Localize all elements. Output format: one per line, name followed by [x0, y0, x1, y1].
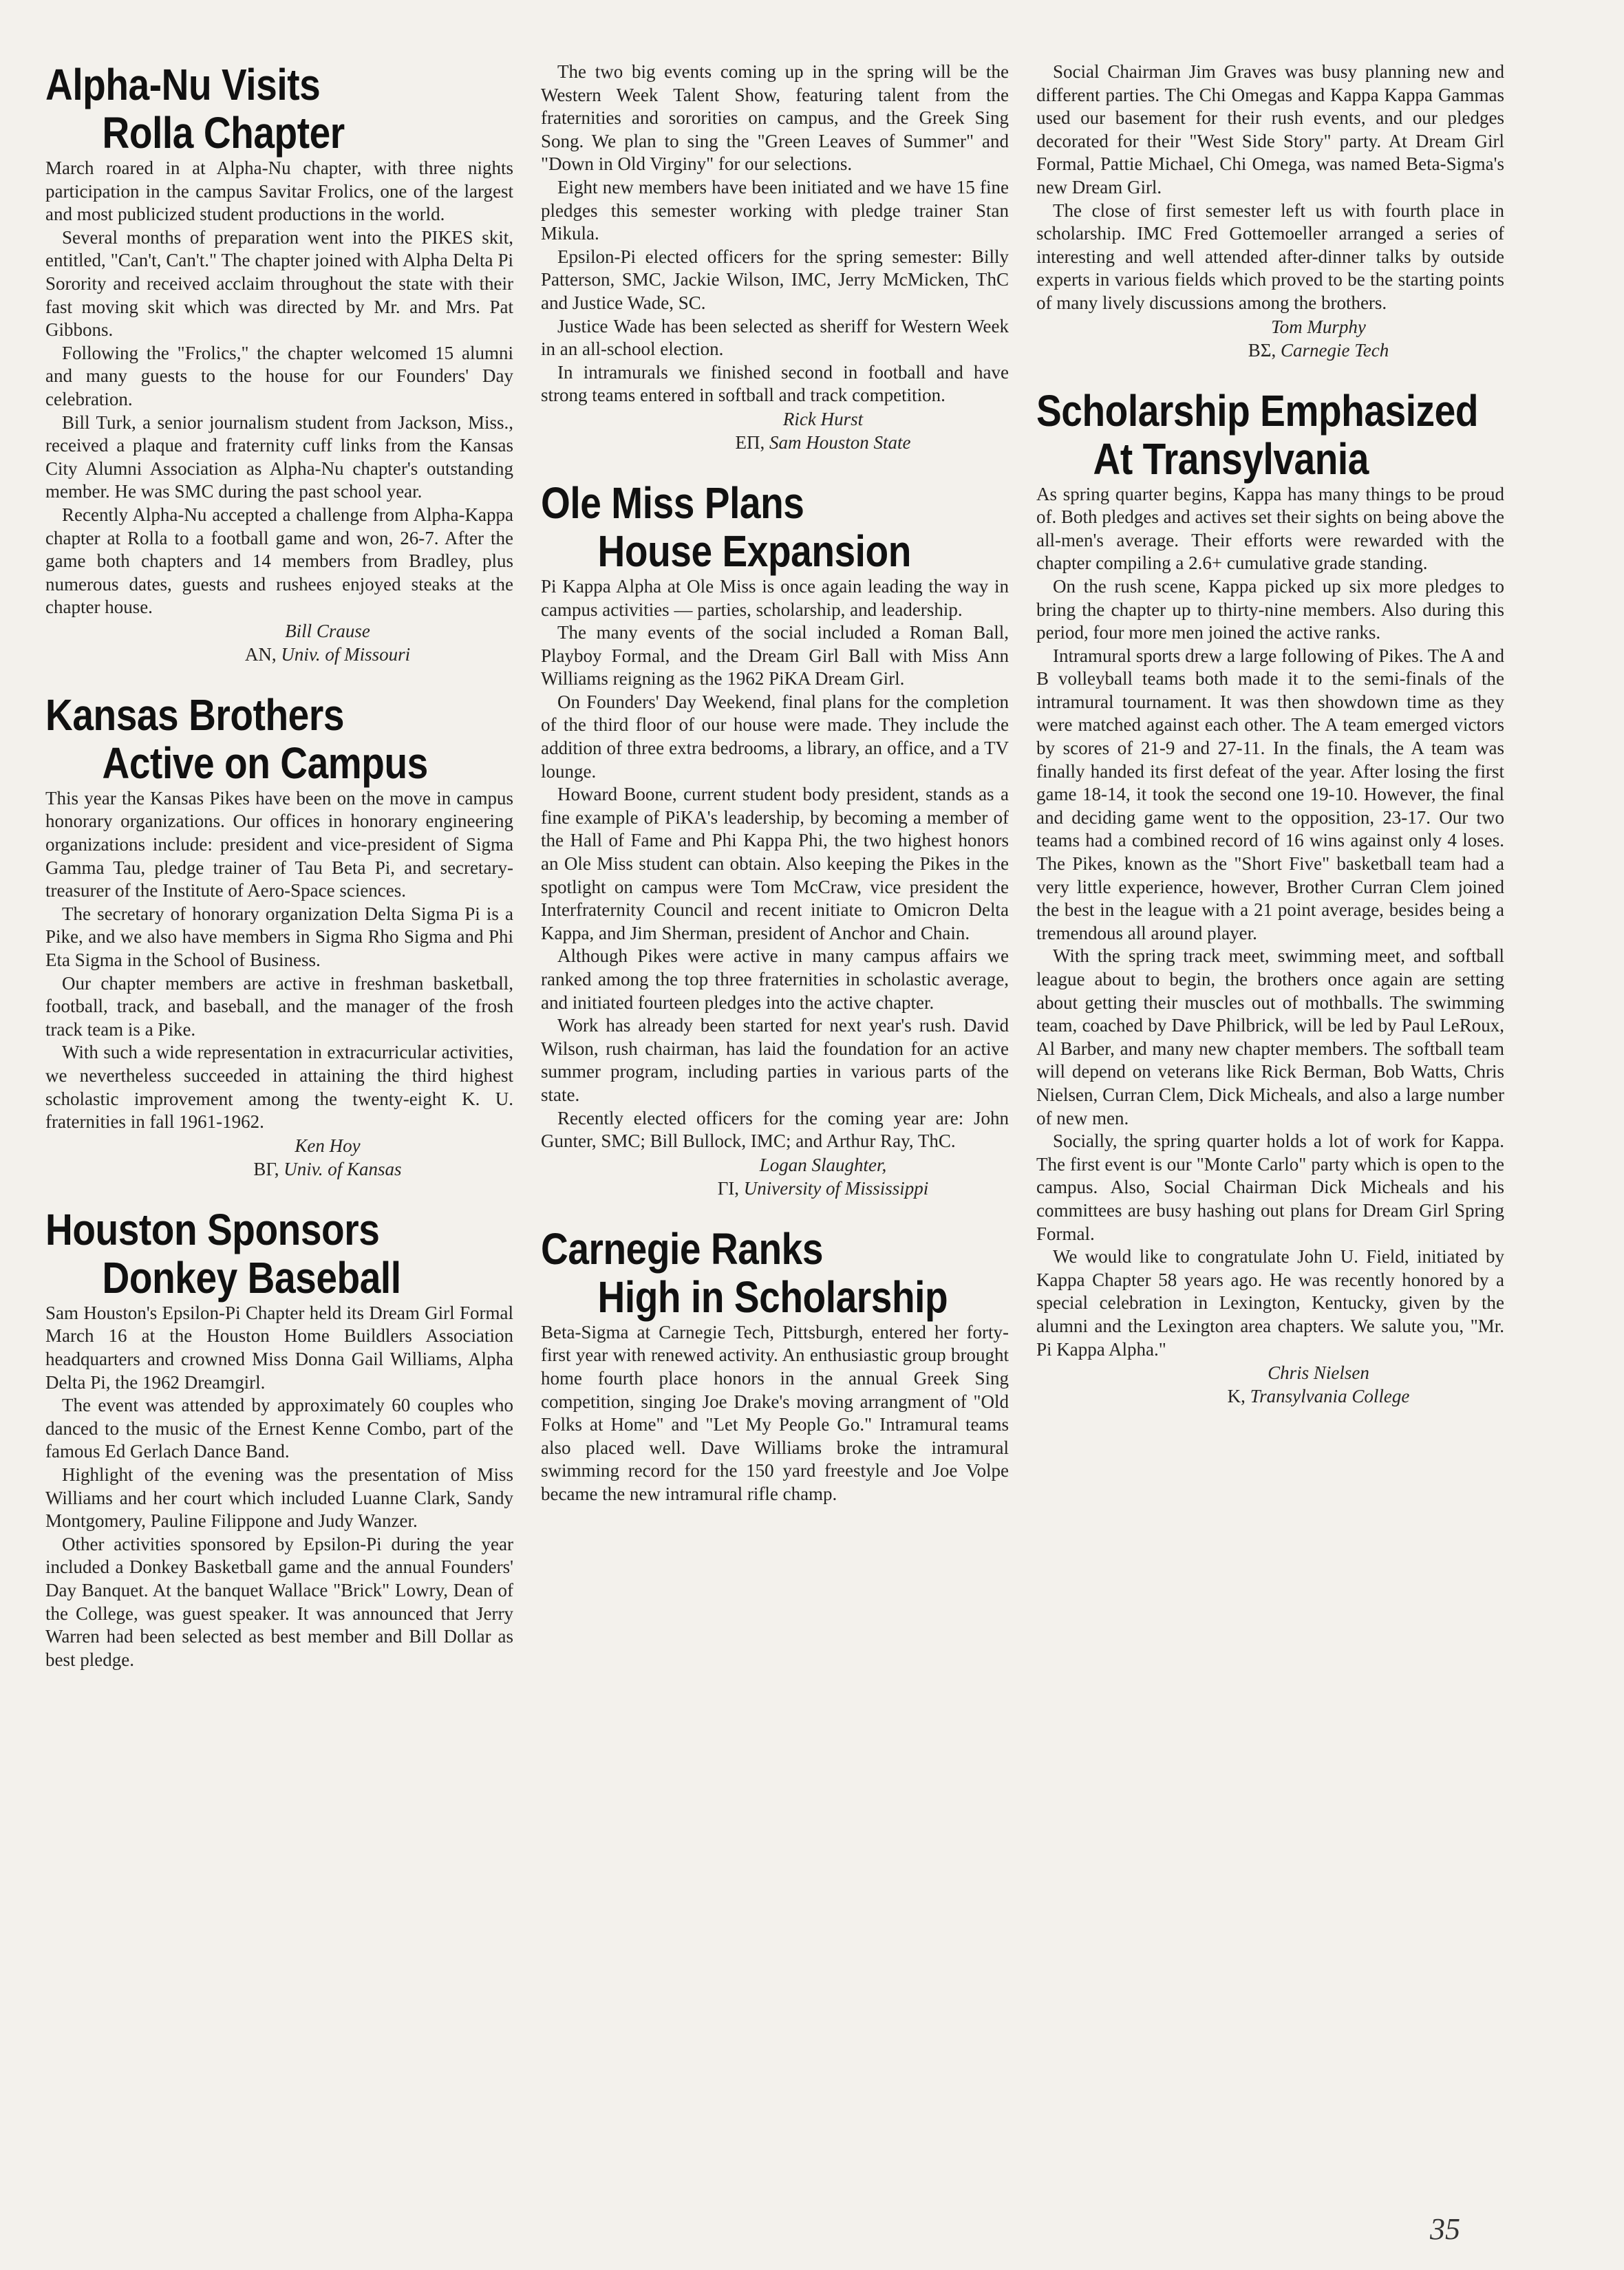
author-signature: Logan Slaughter,: [759, 1154, 887, 1175]
article-transylvania: [1036, 387, 1504, 1409]
chapter-letters: ΓΙ,: [717, 1177, 740, 1199]
headline: Kansas Brothers: [45, 689, 345, 740]
chapter-school: Transylvania College: [1250, 1386, 1410, 1407]
author-signature: Rick Hurst: [782, 408, 864, 429]
author-signature: Tom Murphy: [1271, 316, 1366, 337]
paragraph: The event was attended by approximately 60 couples who danced to the music of the Ernest Kenne Combo, part of the famous Ed Gerlach Dance Band.: [45, 1395, 513, 1462]
article-carnegie: [541, 1225, 1009, 1506]
headline: Active on Campus: [102, 738, 428, 788]
article-houston-continued: [541, 61, 1009, 454]
paragraph: Following the "Frolics," the chapter welcomed 15 alumni and many guests to the house for our Founders' Day celebration.: [45, 342, 513, 409]
article-ole-miss: [541, 479, 1009, 1200]
chapter-school: Sam Houston State: [769, 431, 911, 453]
paragraph: Highlight of the evening was the presentation of Miss Williams and her court which included Luanne Clark, Sandy Montgomery, Pauline Filippone and Judy Wanzer.: [45, 1464, 513, 1532]
chapter-credit: [45, 643, 513, 666]
paragraph: March roared in at Alpha-Nu chapter, with three nights participation in the campus Savitar Frolics, one of the largest and most publicized student productions in the world.: [45, 158, 513, 225]
chapter-school: Univ. of Missouri: [281, 643, 411, 665]
chapter-credit: [45, 1157, 513, 1181]
column-3: [1036, 61, 1504, 1433]
paragraph: With such a wide representation in extracurricular activities, we nevertheless succeeded in attaining the third highest scholastic improvement among the twenty-eight K. U. fraternities in fall 1961-1962.: [45, 1042, 513, 1133]
headline: Scholarship Emphasized: [1036, 385, 1479, 436]
chapter-credit: [541, 431, 1009, 454]
chapter-letters: AN,: [244, 643, 277, 665]
paragraph: Justice Wade has been selected as sheriff for Western Week in an all-school election.: [541, 315, 1009, 360]
paragraph: Several months of preparation went into the PIKES skit, entitled, "Can't, Can't." The chapter joined with Alpha Delta Pi Sorority and received acclaim throughout the state with their fast moving skit which was directed by Mr. and Mrs. Pat Gibbons.: [45, 226, 513, 341]
paragraph: With the spring track meet, swimming meet, and softball league about to begin, the brothers once again are setting about getting their muscles out of mothballs. The swimming team, coached by Dave Philbrick, will be led by Paul LeRoux, Al Barber, and many new chapter members. The softball team will depend on veterans like Rick Berman, Bob Watts, Chris Nielsen, Curran Clem, Dick Micheals, and also a large number of new men.: [1036, 945, 1504, 1128]
paragraph: Other activities sponsored by Epsilon-Pi during the year included a Donkey Basketball game and the annual Founders' Day Banquet. At the banquet Wallace "Brick" Lowry, Dean of the College, was guest speaker. It was announced that Jerry Warren had been selected as best member and Bill Dollar as best pledge.: [45, 1533, 513, 1670]
column-1: [45, 61, 513, 1696]
headline: House Expansion: [597, 526, 911, 576]
paragraph: This year the Kansas Pikes have been on the move in campus honorary organizations. Our offices in honorary engineering organizations include: president and vice-president of Sigma Gamma Tau, pledge trainer of Tau Beta Pi, and secretary-treasurer of the Institute of Aero-Space sciences.: [45, 787, 513, 901]
headline: Ole Miss Plans: [541, 478, 804, 528]
chapter-credit: [1036, 339, 1504, 362]
chapter-credit: [1036, 1384, 1504, 1408]
headline: At Transylvania: [1093, 433, 1369, 484]
headline: High in Scholarship: [597, 1272, 948, 1322]
paragraph: Intramural sports drew a large following of Pikes. The A and B volleyball teams both made it to the semi-finals of the intramural tournament. It was then showdown time as they were matched against each other. The A team emerged victors by scores of 21-9 and 27-11. In the finals, the A team was finally handed its first defeat of the year. After losing the first game 18-14, it took the second one 19-10. However, the final and deciding game went to the opposition, 23-17. Our two teams had a combined record of 16 wins against only 4 loses. The Pikes, known as the "Short Five" basketball team had a very little experience, however, Brother Curran Clem joined the best in the league with a 21 point average, besides being a tremendous all around player.: [1036, 645, 1504, 943]
paragraph: We would like to congratulate John U. Field, initiated by Kappa Chapter 58 years ago. He was recently honored by a special celebration in Lexington, Kentucky, given by the alumni and the Lexington area chapters. We salute you, "Mr. Pi Kappa Alpha.": [1036, 1246, 1504, 1360]
paragraph: The secretary of honorary organization Delta Sigma Pi is a Pike, and we also have members in Sigma Rho Sigma and Phi Eta Sigma in the School of Business.: [45, 903, 513, 971]
author-signature: Chris Nielsen: [1268, 1362, 1369, 1384]
article-kansas: [45, 691, 513, 1181]
chapter-letters: K,: [1227, 1386, 1246, 1407]
paragraph: The two big events coming up in the spring will be the Western Week Talent Show, featuring talent from the fraternities and sororities on campus, and the Greek Sing Song. We plan to sing the "Green Leaves of Summer" and "Down in Old Virginy" for our selections.: [541, 61, 1009, 175]
paragraph: Socially, the spring quarter holds a lot of work for Kappa. The first event is our "Monte Carlo" party which is open to the campus. Also, Social Chairman Dick Micheals and his committees are busy hashing out plans for Dream Girl Spring Formal.: [1036, 1131, 1504, 1244]
author-signature: Bill Crause: [285, 620, 370, 641]
headline: Houston Sponsors: [45, 1204, 380, 1254]
chapter-school: Univ. of Kansas: [284, 1158, 402, 1179]
paragraph: Although Pikes were active in many campus affairs we ranked among the top three fraternities in scholastic average, and initiated fourteen pledges into the active chapter.: [541, 945, 1009, 1013]
paragraph: The many events of the social included a Roman Ball, Playboy Formal, and the Dream Girl Ball with Miss Ann Williams reigning as the 1962 PiKA Dream Girl.: [541, 622, 1009, 689]
paragraph: Bill Turk, a senior journalism student from Jackson, Miss., received a plaque and fraternity cuff links from the Kansas City Alumni Association as Alpha-Nu chapter's outstanding member. He was SMC during the past school year.: [45, 411, 513, 502]
paragraph: Pi Kappa Alpha at Ole Miss is once again leading the way in campus activities — parties, scholarship, and leadership.: [541, 575, 1009, 620]
article-houston: [45, 1206, 513, 1672]
chapter-letters: EΠ,: [735, 431, 765, 453]
paragraph: Our chapter members are active in freshman basketball, football, track, and baseball, and the manager of the frosh track team is a Pike.: [45, 972, 513, 1040]
chapter-letters: BΓ,: [253, 1158, 279, 1179]
paragraph: On the rush scene, Kappa picked up six more pledges to bring the chapter up to thirty-nine members. Also during this period, four more men joined the active ranks.: [1036, 575, 1504, 643]
column-2: [541, 61, 1009, 1531]
headline: Rolla Chapter: [102, 108, 345, 158]
paragraph: The close of first semester left us with fourth place in scholarship. IMC Fred Gottemoeller arranged a series of interesting and well attended after-dinner talks by outside experts in various fields which proved to be the starting points of many lively discussions among the brothers.: [1036, 200, 1504, 313]
paragraph: As spring quarter begins, Kappa has many things to be proud of. Both pledges and actives set their sights on being above the all-men's average. Their efforts were rewarded with the chapter compiling a 2.6+ cumulative grade standing.: [1036, 483, 1504, 574]
paragraph: Sam Houston's Epsilon-Pi Chapter held its Dream Girl Formal March 16 at the Houston Home Buildlers Association headquarters and crowned Miss Donna Gail Williams, Alpha Delta Pi, the 1962 Dreamgirl.: [45, 1302, 513, 1393]
headline: Donkey Baseball: [102, 1252, 401, 1303]
chapter-school: University of Mississippi: [743, 1177, 929, 1199]
chapter-school: Carnegie Tech: [1280, 339, 1389, 361]
page-number: 35: [1430, 2212, 1460, 2246]
paragraph: Epsilon-Pi elected officers for the spring semester: Billy Patterson, SMC, Jackie Wilson, IMC, Jerry McMicken, ThC and Justice Wade, SC.: [541, 246, 1009, 313]
chapter-credit: [541, 1177, 1009, 1200]
paragraph: In intramurals we finished second in football and have strong teams entered in softball and track competition.: [541, 361, 1009, 406]
paragraph: Recently elected officers for the coming year are: John Gunter, SMC; Bill Bullock, IMC; and Arthur Ray, ThC.: [541, 1107, 1009, 1152]
author-signature: Ken Hoy: [295, 1135, 361, 1156]
paragraph: On Founders' Day Weekend, final plans for the completion of the third floor of our house were made. They include the addition of three extra bedrooms, a library, an office, and a TV lounge.: [541, 691, 1009, 782]
chapter-letters: BΣ,: [1248, 339, 1276, 361]
article-carnegie-continued: [1036, 61, 1504, 362]
article-alpha-nu: [45, 61, 513, 666]
paragraph: Social Chairman Jim Graves was busy planning new and different parties. The Chi Omegas and Kappa Kappa Gammas used our basement for their rush events, and our pledges decorated for their "West Side Story" party. At Dream Girl Formal, Pattie Michael, Chi Omega, was named Beta-Sigma's new Dream Girl.: [1036, 61, 1504, 197]
paragraph: Work has already been started for next year's rush. David Wilson, rush chairman, has laid the foundation for an active summer program, including parties in various parts of the state.: [541, 1015, 1009, 1105]
paragraph: Eight new members have been initiated and we have 15 fine pledges this semester working with pledge trainer Stan Mikula.: [541, 176, 1009, 244]
headline: Alpha-Nu Visits: [45, 60, 321, 109]
headline: Carnegie Ranks: [541, 1223, 824, 1274]
paragraph: Beta-Sigma at Carnegie Tech, Pittsburgh, entered her forty-first year with renewed activity. An enthusiastic group brought home fourth place honors in the annual Greek Sing competition, singing Joe Drake's moving arrangment of "Old Folks at Home" and "Let My People Go." Intramural teams also placed well. Dave Williams broke the intramural swimming record for the 150 yard freestyle and Joe Volpe became the new intramural rifle champ.: [541, 1321, 1009, 1504]
paragraph: Howard Boone, current student body president, stands as a fine example of PiKA's leadership, by becoming a member of the Hall of Fame and Phi Kappa Phi, the two highest honors an Ole Miss student can obtain. Also keeping the Pikes in the spotlight on campus were Tom McCraw, vice president the Interfraternity Council and recent initiate to Omicron Delta Kappa, and Jim Sherman, president of Anchor and Chain.: [541, 784, 1009, 943]
paragraph: Recently Alpha-Nu accepted a challenge from Alpha-Kappa chapter at Rolla to a football game and won, 26-7. After the game both chapters and 14 members from Bradley, plus numerous dates, guests and rushees enjoyed steaks at the chapter house.: [45, 504, 513, 618]
